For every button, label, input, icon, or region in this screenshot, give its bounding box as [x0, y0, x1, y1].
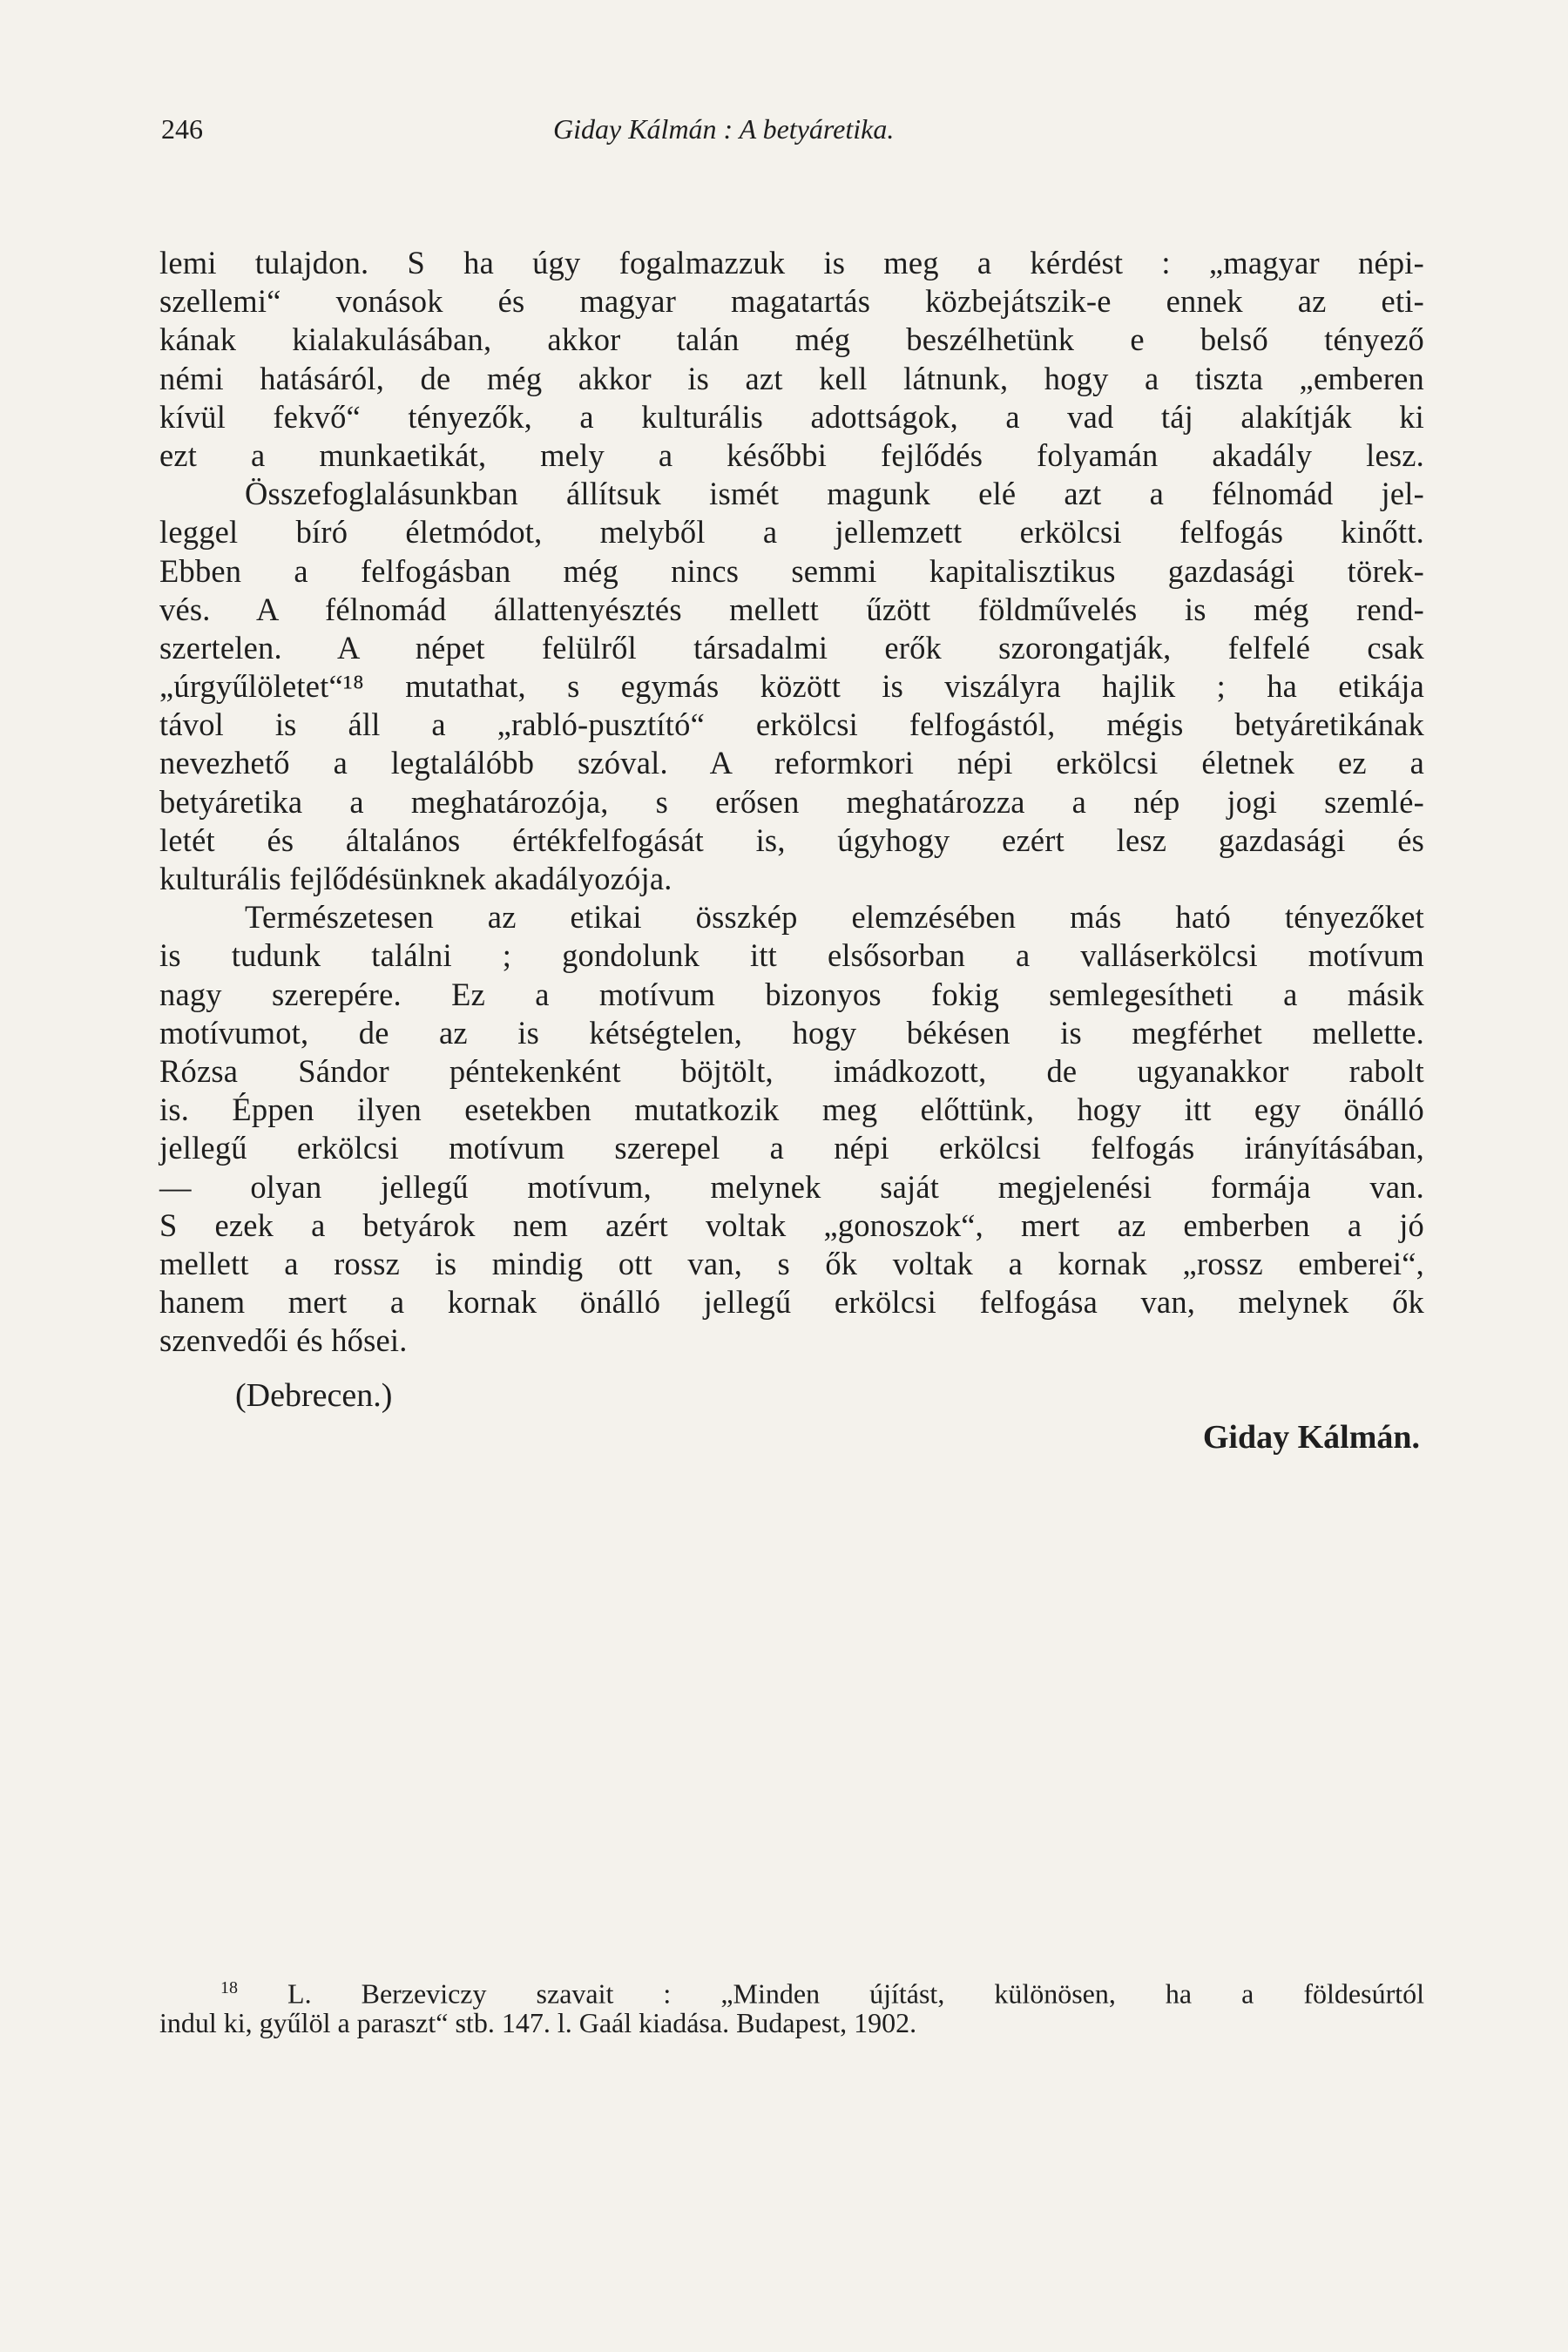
footnote-line: indul ki, gyűlöl a paraszt“ stb. 147. l. Gaál kiadása. Budapest, 1902.: [159, 2007, 917, 2038]
footnote-marker: 18: [220, 1978, 238, 1997]
text-line: kulturális fejlődésünknek akadályozója.: [159, 861, 672, 896]
text-line: jellegű erkölcsi motívum szerepel a népi erkölcsi felfogás irányításában,: [159, 1130, 1424, 1166]
text-line: lemi tulajdon. S ha úgy fogalmazzuk is meg a kérdést : „magyar népi-: [159, 245, 1424, 280]
text-line: betyáretika a meghatározója, s erősen meghatározza a nép jogi szemlé-: [159, 783, 1424, 820]
body-text: [159, 244, 1424, 1360]
text-line: mellett a rossz is mindig ott van, s ők voltak a kornak „rossz emberei“,: [159, 1245, 1424, 1281]
text-line: ezt a munkaetikát, mely a későbbi fejlődés folyamán akadály lesz.: [159, 436, 1424, 473]
text-line: kának kialakulásában, akkor talán még beszélhetünk e belső tényező: [159, 321, 1424, 358]
text-line: Természetesen az etikai összkép elemzésében más ható tényezőket: [245, 899, 1424, 936]
text-line: S ezek a betyárok nem azért voltak „gonoszok“, mert az emberben a jó: [159, 1206, 1424, 1243]
text-line: nagy szerepére. Ez a motívum bizonyos fokig semlegesítheti a másik: [159, 976, 1424, 1012]
text-line: Rózsa Sándor péntekenként böjtölt, imádkozott, de ugyanakkor rabolt: [159, 1052, 1424, 1089]
running-title: Giday Kálmán : A betyáretika.: [553, 113, 895, 145]
text-line: Összefoglalásunkban állítsuk ismét magunk elé azt a félnomád jel-: [245, 476, 1424, 512]
running-head: [161, 113, 1433, 157]
text-line: távol is áll a „rabló-pusztító“ erkölcsi felfogástól, mégis betyáretikának: [159, 706, 1424, 743]
text-line: szenvedői és hősei.: [159, 1322, 408, 1359]
text-line: kívül fekvő“ tényezők, a kulturális adottságok, a vad táj alakítják ki: [159, 398, 1424, 435]
footnote-line: [159, 1970, 1425, 2010]
text-line: letét és általános értékfelfogását is, úgyhogy ezért lesz gazdasági és: [159, 821, 1424, 858]
author-signature: Giday Kálmán.: [1202, 1419, 1420, 1456]
place-line: (Debrecen.): [235, 1377, 393, 1414]
text-line: hanem mert a kornak önálló jellegű erkölcsi felfogása van, melynek ők: [159, 1284, 1424, 1321]
page-number: 246: [161, 113, 203, 145]
text-line: is tudunk találni ; gondolunk itt elsősorban a valláserkölcsi motívum: [159, 937, 1424, 974]
text-line: Ebben a felfogásban még nincs semmi kapitalisztikus gazdasági törek-: [159, 552, 1424, 589]
text-line: vés. A félnomád állattenyésztés mellett űzött földművelés is még rend-: [159, 591, 1424, 627]
text-line: leggel bíró életmódot, melyből a jellemzett erkölcsi felfogás kinőtt.: [159, 514, 1424, 551]
text-line: nevezhető a legtalálóbb szóval. A reformkori népi erkölcsi életnek ez a: [159, 745, 1424, 781]
text-line: szellemi“ vonások és magyar magatartás közbejátszik-e ennek az eti-: [159, 283, 1424, 320]
text-line: — olyan jellegű motívum, melynek saját megjelenési formája van.: [159, 1168, 1424, 1205]
footnote: [159, 1970, 1424, 2040]
text-line: szertelen. A népet felülről társadalmi erők szorongatják, felfelé csak: [159, 629, 1424, 666]
text-line: „úrgyűlöletet“¹⁸ mutathat, s egymás között is viszályra hajlik ; ha etikája: [159, 668, 1424, 705]
text-line: is. Éppen ilyen esetekben mutatkozik meg előttünk, hogy itt egy önálló: [159, 1092, 1424, 1128]
text-line: némi hatásáról, de még akkor is azt kell látnunk, hogy a tiszta „emberen: [159, 360, 1424, 396]
text-line: motívumot, de az is kétségtelen, hogy békésen is megférhet mellette.: [159, 1014, 1424, 1051]
footnote-text: L. Berzeviczy szavait : „Minden újítást, különösen, ha a földesúrtól: [287, 1977, 1425, 2010]
